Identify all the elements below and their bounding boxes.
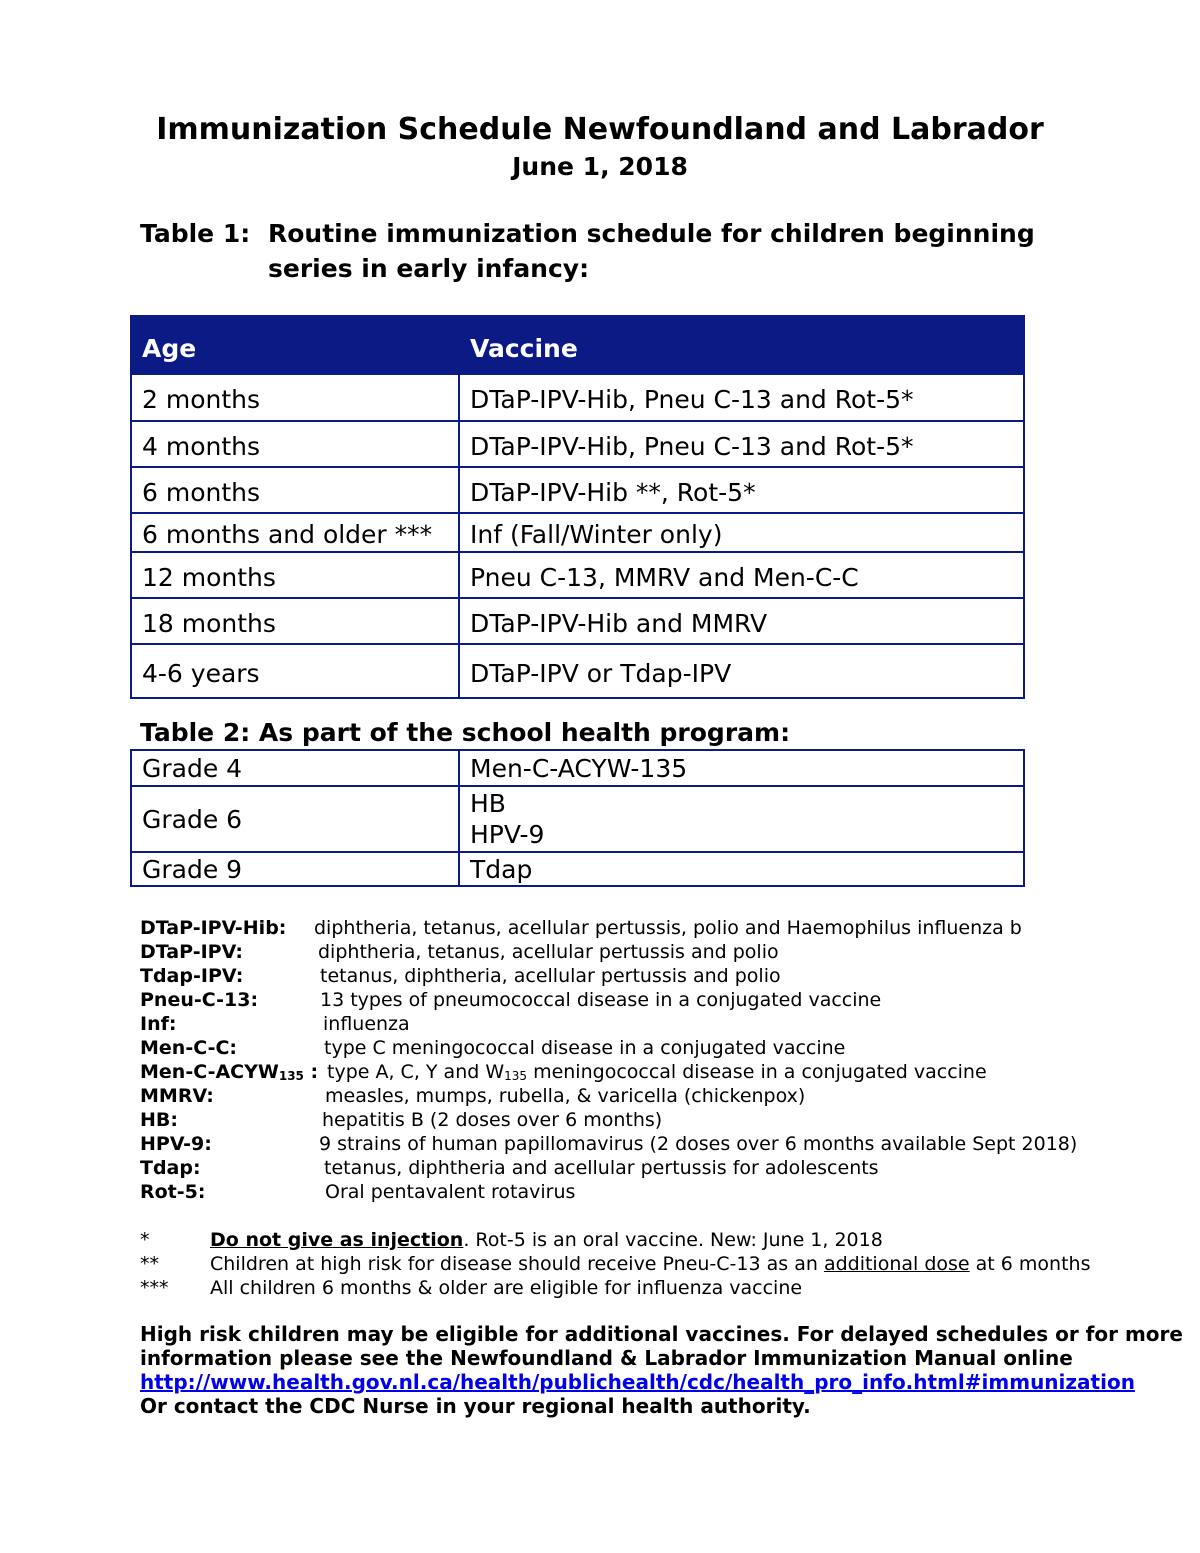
table-row (131, 750, 1024, 786)
age-cell: 6 months and older *** (131, 513, 459, 552)
glossary-abbr: HB: (140, 1109, 178, 1131)
table1-caption-line1: Routine immunization schedule for children beginning (268, 219, 1035, 248)
footnote-mark: * (140, 1229, 150, 1251)
glossary-abbr: Inf: (140, 1013, 177, 1035)
footnote-text (210, 1228, 883, 1252)
vaccine-cell: DTaP-IPV or Tdap-IPV (459, 644, 1024, 698)
footnote-text: All children 6 months & older are eligible for influenza vaccine (210, 1277, 803, 1299)
grade-cell: Grade 9 (131, 852, 459, 886)
age-cell: 12 months (131, 552, 459, 598)
glossary-def: tetanus, diphtheria, acellular pertussis and polio (320, 965, 781, 987)
table-row (131, 513, 1024, 552)
glossary-def: type C meningococcal disease in a conjugated vaccine (324, 1037, 846, 1059)
vaccine-cell: DTaP-IPV-Hib **, Rot-5* (459, 467, 1024, 513)
glossary-def: 9 strains of human papillomavirus (2 doses over 6 months available Sept 2018) (319, 1133, 1078, 1155)
abbr-subscript: 135 (278, 1069, 304, 1083)
glossary-abbr: DTaP-IPV-Hib: (140, 917, 287, 939)
footnote-text (210, 1252, 1091, 1276)
glossary-abbr: Men-C-C: (140, 1037, 238, 1059)
def-post: meningococcal disease in a conjugated vaccine (527, 1061, 987, 1083)
abbr-main: Men-C-ACYW (140, 1061, 279, 1083)
table-row (131, 467, 1024, 513)
age-cell: 18 months (131, 598, 459, 644)
glossary-abbr: Pneu-C-13: (140, 989, 259, 1011)
page-date: June 1, 2018 (512, 152, 688, 181)
footer-line: High risk children may be eligible for additional vaccines. For delayed schedules or for more (140, 1322, 1183, 1346)
immunization-manual-link[interactable]: http://www.health.gov.nl.ca/health/publichealth/cdc/health_pro_info.html#immunization (140, 1370, 1135, 1394)
vaccine-line: HPV-9 (470, 820, 545, 849)
grade-cell: Grade 6 (131, 786, 459, 852)
abbr-end: : (303, 1061, 319, 1083)
table-header-row (131, 316, 1024, 374)
glossary-abbr: Rot-5: (140, 1181, 206, 1203)
age-cell: 6 months (131, 467, 459, 513)
footnote-post: at 6 months (969, 1253, 1091, 1275)
table2-label: Table 2: As part of the school health program: (140, 718, 791, 747)
table-row (131, 421, 1024, 467)
glossary-abbr: Tdap: (140, 1157, 201, 1179)
vaccine-cell: DTaP-IPV-Hib and MMRV (459, 598, 1024, 644)
routine-schedule-table (130, 315, 1025, 699)
glossary-def: hepatitis B (2 doses over 6 months) (322, 1109, 663, 1131)
footnote-mark: *** (140, 1277, 169, 1299)
glossary-def: Oral pentavalent rotavirus (325, 1181, 576, 1203)
vaccine-cell: Tdap (459, 852, 1024, 886)
header-vaccine: Vaccine (459, 316, 1024, 374)
school-program-table (130, 749, 1025, 887)
footer-info (140, 1322, 1183, 1418)
glossary-def: measles, mumps, rubella, & varicella (chickenpox) (325, 1085, 806, 1107)
table-row (131, 374, 1024, 421)
def-pre: type A, C, Y and W (327, 1061, 505, 1083)
glossary-def: 13 types of pneumococcal disease in a conjugated vaccine (320, 989, 882, 1011)
glossary-def: diphtheria, tetanus, acellular pertussis, polio and Haemophilus influenza b (314, 917, 1022, 939)
vaccine-line: HB (470, 789, 506, 818)
glossary-abbr: HPV-9: (140, 1133, 212, 1155)
table-row (131, 598, 1024, 644)
vaccine-cell (459, 786, 1024, 852)
glossary-abbr: MMRV: (140, 1085, 214, 1107)
vaccine-cell: DTaP-IPV-Hib, Pneu C-13 and Rot-5* (459, 374, 1024, 421)
footnote-emphasis: Do not give as injection (210, 1229, 464, 1251)
glossary-def: diphtheria, tetanus, acellular pertussis and polio (318, 941, 779, 963)
footnote-pre: Children at high risk for disease should receive Pneu-C-13 as an (210, 1253, 824, 1275)
footnote-emphasis: additional dose (823, 1253, 970, 1275)
vaccine-cell: DTaP-IPV-Hib, Pneu C-13 and Rot-5* (459, 421, 1024, 467)
footer-line: Or contact the CDC Nurse in your regional health authority. (140, 1394, 811, 1418)
age-cell: 4 months (131, 421, 459, 467)
age-cell: 4-6 years (131, 644, 459, 698)
footnote-rest: . Rot-5 is an oral vaccine. New: June 1, 2018 (463, 1229, 883, 1251)
footnote-mark: ** (140, 1253, 159, 1275)
table1-label: Table 1: (140, 219, 251, 248)
header-age: Age (131, 316, 459, 374)
table-row (131, 552, 1024, 598)
vaccine-cell: Inf (Fall/Winter only) (459, 513, 1024, 552)
table1-caption-line2: series in early infancy: (268, 254, 590, 283)
vaccine-cell: Pneu C-13, MMRV and Men-C-C (459, 552, 1024, 598)
table-row (131, 852, 1024, 886)
glossary-abbr: DTaP-IPV: (140, 941, 244, 963)
glossary-def: tetanus, diphtheria and acellular pertussis for adolescents (324, 1157, 879, 1179)
def-subscript: 135 (504, 1069, 528, 1083)
grade-cell: Grade 4 (131, 750, 459, 786)
footer-line: information please see the Newfoundland & Labrador Immunization Manual online (140, 1346, 1073, 1370)
table-row (131, 786, 1024, 852)
page-title: Immunization Schedule Newfoundland and Labrador (156, 112, 1044, 147)
glossary-def: influenza (323, 1013, 410, 1035)
vaccine-cell: Men-C-ACYW-135 (459, 750, 1024, 786)
table-row (131, 644, 1024, 698)
glossary-abbr: Tdap-IPV: (140, 965, 244, 987)
age-cell: 2 months (131, 374, 459, 421)
